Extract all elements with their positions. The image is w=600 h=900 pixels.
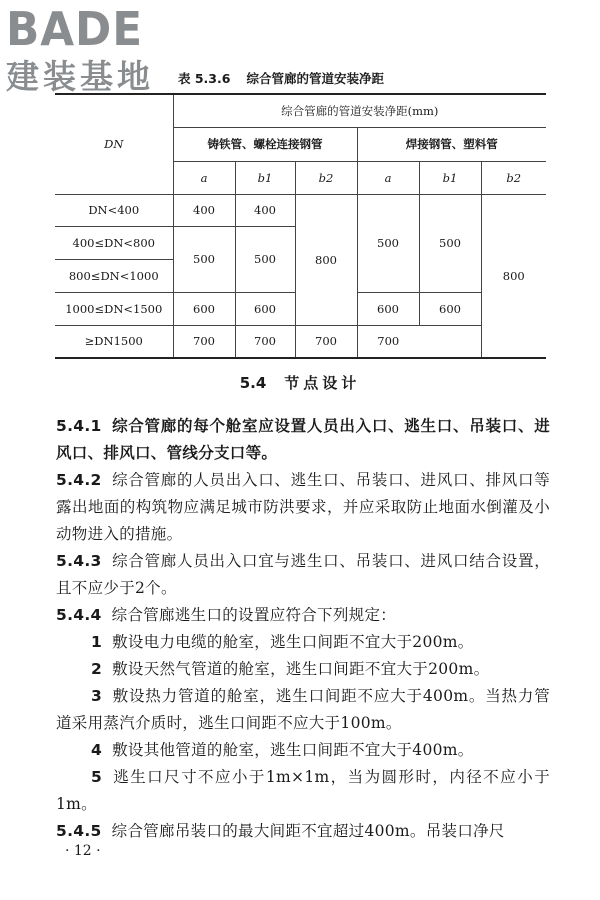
table-cell: 600 xyxy=(235,292,295,325)
dn-range: 800≤DN<1000 xyxy=(55,259,173,292)
table-caption xyxy=(178,69,384,87)
section-heading xyxy=(0,372,600,393)
dn-range: DN<400 xyxy=(55,194,173,226)
clause-number: 5.4.5 xyxy=(56,822,102,840)
clearance-table xyxy=(55,93,546,359)
table-cell-merged: 800 xyxy=(295,194,357,325)
subheader-b1: b1 xyxy=(235,161,295,194)
clause-text: 综合管廊逃生口的设置应符合下列规定： xyxy=(111,606,397,624)
table-cell: 600 xyxy=(173,292,235,325)
section-title: 节点设计 xyxy=(284,374,361,392)
list-item xyxy=(56,629,550,656)
clause-5-4-4 xyxy=(56,602,550,629)
table-cell-merged: 800 xyxy=(481,194,546,358)
page-number: · 12 · xyxy=(65,843,101,859)
dn-range: 1000≤DN<1500 xyxy=(55,292,173,325)
dn-range: 400≤DN<800 xyxy=(55,226,173,259)
logo-wordmark: BADE xyxy=(6,2,144,56)
table-cell: 600 xyxy=(357,292,419,325)
header-group-1: 铸铁管、螺栓连接钢管 xyxy=(173,127,357,161)
header-group-2: 焊接钢管、塑料管 xyxy=(357,127,546,161)
clause-number: 5.4.4 xyxy=(56,606,102,624)
table-cell-merged: 500 xyxy=(357,194,419,292)
clause-5-4-3 xyxy=(56,548,550,602)
table-cell: 700 xyxy=(357,325,419,358)
clause-text: 综合管廊的每个舱室应设置人员出入口、逃生口、吊装口、进风口、排风口、管线分支口等。 xyxy=(56,417,550,462)
clause-body xyxy=(56,413,550,845)
logo-subtitle: 建装基地 xyxy=(6,57,154,96)
table-number: 表 5.3.6 xyxy=(178,71,231,86)
item-text: 敷设其他管道的舱室，逃生口间距不宜大于400m。 xyxy=(112,741,474,759)
table-cell: 400 xyxy=(173,194,235,226)
clause-text: 综合管廊人员出入口宜与逃生口、吊装口、进风口结合设置，且不应少于2个。 xyxy=(56,552,550,597)
table-cell-merged: 500 xyxy=(235,226,295,292)
list-item xyxy=(56,737,550,764)
table-cell: 700 xyxy=(295,325,357,358)
clause-number: 5.4.1 xyxy=(56,417,102,435)
clause-number: 5.4.3 xyxy=(56,552,102,570)
clause-5-4-5 xyxy=(56,818,550,845)
table-cell-merged: 500 xyxy=(419,194,481,292)
item-number: 3 xyxy=(91,687,103,705)
list-item xyxy=(56,683,550,737)
item-number: 4 xyxy=(91,741,103,759)
item-number: 2 xyxy=(91,660,103,678)
clause-text: 综合管廊的人员出入口、逃生口、吊装口、进风口、排风口等露出地面的构筑物应满足城市防洪要求，并应采取防止地面水倒灌及小动物进入的措施。 xyxy=(56,471,550,543)
section-number: 5.4 xyxy=(239,374,267,392)
table-cell: 700 xyxy=(173,325,235,358)
table-cell: 700 xyxy=(235,325,295,358)
clause-5-4-2 xyxy=(56,467,550,548)
dn-range: ≥DN1500 xyxy=(55,325,173,358)
item-text: 逃生口尺寸不应小于1m×1m，当为圆形时，内径不应小于1m。 xyxy=(56,768,550,813)
clause-text: 综合管廊吊装口的最大间距不宜超过400m。吊装口净尺 xyxy=(111,822,505,840)
item-text: 敷设热力管道的舱室，逃生口间距不应大于400m。当热力管道采用蒸汽介质时，逃生口间距不应大于100m。 xyxy=(56,687,550,732)
table-cell: 600 xyxy=(419,292,481,325)
header-clearance: 综合管廊的管道安装净距(mm) xyxy=(173,94,546,127)
item-text: 敷设天然气管道的舱室，逃生口间距不宜大于200m。 xyxy=(112,660,490,678)
table-cell: 400 xyxy=(235,194,295,226)
subheader-b1: b1 xyxy=(419,161,481,194)
clause-number: 5.4.2 xyxy=(56,471,102,489)
table-cell-merged: 500 xyxy=(173,226,235,292)
item-text: 敷设电力电缆的舱室，逃生口间距不宜大于200m。 xyxy=(112,633,474,651)
header-dn: DN xyxy=(55,94,173,194)
list-item xyxy=(56,656,550,683)
publisher-logo xyxy=(6,4,176,96)
list-item xyxy=(56,764,550,818)
subheader-b2: b2 xyxy=(481,161,546,194)
item-number: 1 xyxy=(91,633,103,651)
item-number: 5 xyxy=(91,768,103,786)
clause-5-4-1 xyxy=(56,413,550,467)
table-title: 综合管廊的管道安装净距 xyxy=(246,71,384,86)
subheader-a: a xyxy=(357,161,419,194)
subheader-a: a xyxy=(173,161,235,194)
subheader-b2: b2 xyxy=(295,161,357,194)
